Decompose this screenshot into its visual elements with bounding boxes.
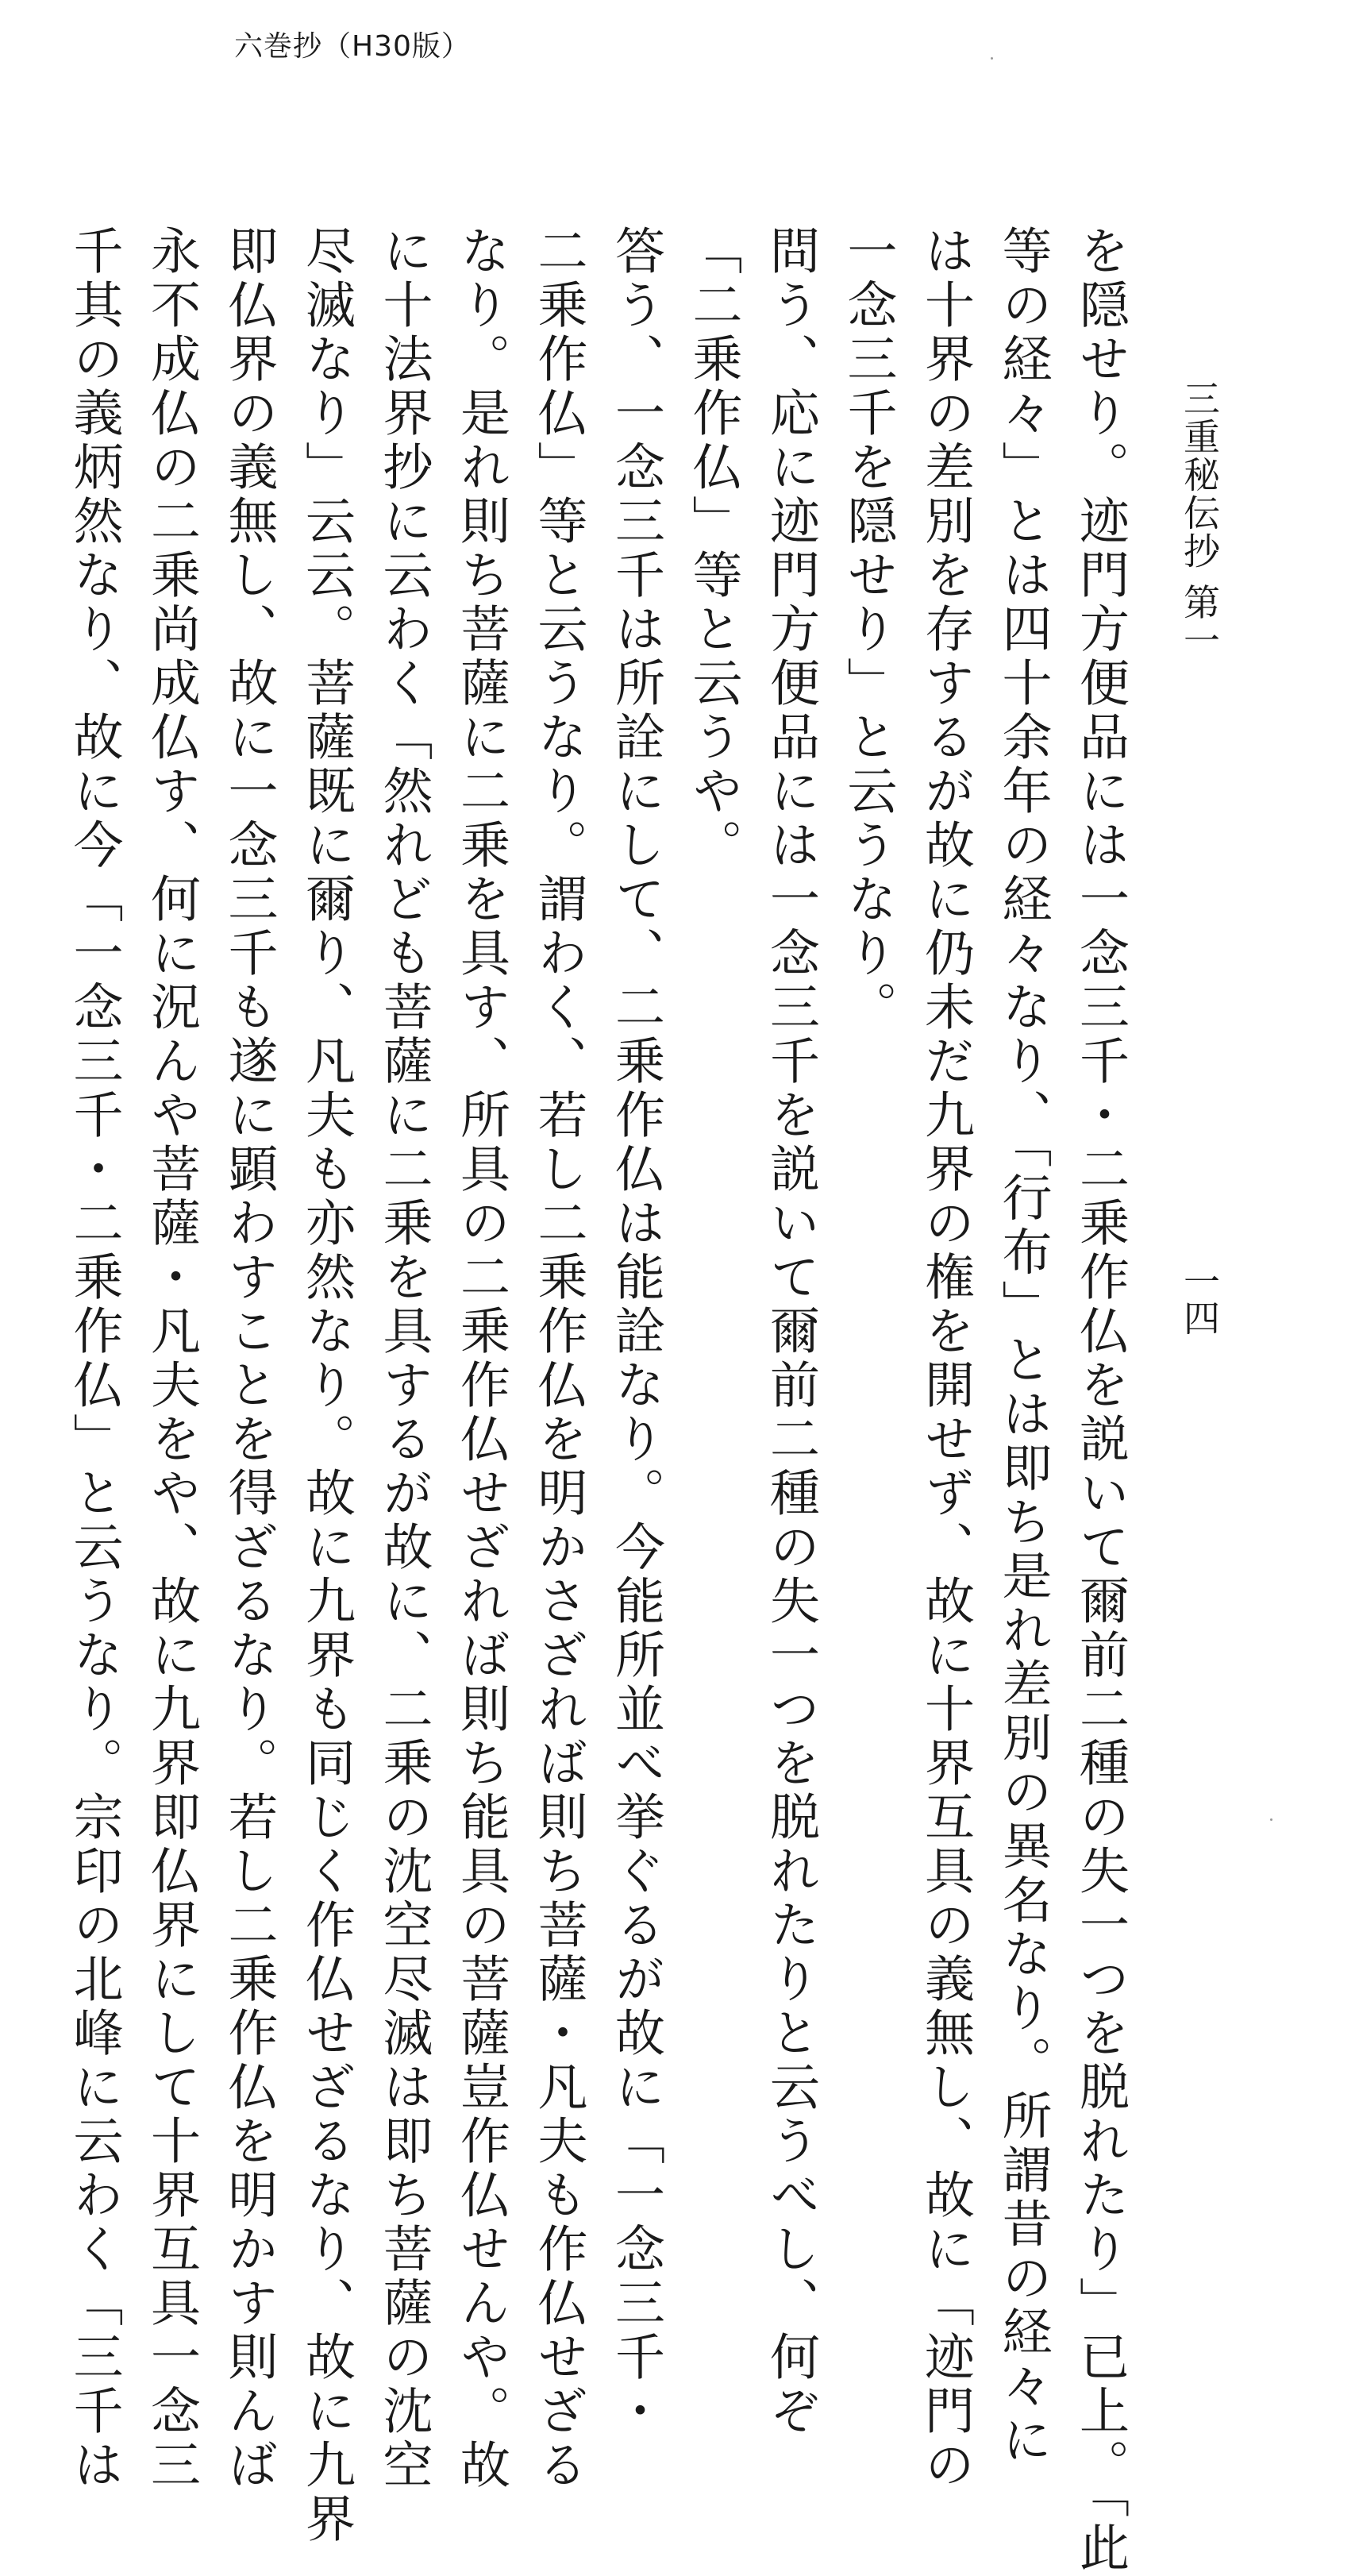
text-line: 「二乗作仏」等と云うや。 [684, 225, 743, 873]
body-text [65, 225, 1139, 2576]
scan-speck [991, 57, 993, 60]
text-line: 一念三千を隠せり」と云うなり。 [839, 225, 898, 1035]
text-line: 千其の義炳然なり、故に今「一念三千・二乗作仏」と云うなり。宗印の北峰に云わく「三千は [65, 225, 124, 2493]
book-title: 六巻抄（H30版） [234, 30, 471, 63]
text-line: 答う、一念三千は所詮にして、二乗作仏は能詮なり。今能所並べ挙ぐるが故に「一念三千・ [607, 225, 665, 2439]
text-line: に十法界抄に云わく「然れども菩薩に二乗を具するが故に、二乗の沈空尽滅は即ち菩薩の沈空 [375, 225, 433, 2493]
running-head: 三重秘伝抄 第一 [1178, 380, 1221, 660]
text-line: 尽滅なり」云云。菩薩既に爾り、凡夫も亦然なり。故に九界も同じく作仏せざるなり、故に九界 [298, 225, 356, 2547]
page-number: 一四 [1178, 1263, 1221, 1336]
scan-speck [1270, 1818, 1272, 1821]
text-line: 即仏界の義無し、故に一念三千も遂に顕わすことを得ざるなり。若し二乗作仏を明かす則んば [220, 225, 279, 2493]
text-line: 永不成仏の二乗尚成仏す、何に況んや菩薩・凡夫をや、故に九界即仏界にして十界互具一念三 [143, 225, 201, 2493]
text-line: を隠せり。迹門方便品には一念三千・二乗作仏を説いて爾前二種の失一つを脱れたり」已上。「此 [1072, 225, 1130, 2576]
text-line: は十界の差別を存するが故に仍未だ九界の権を開せず、故に十界互具の義無し、故に「迹門の [917, 225, 975, 2493]
text-line: なり。是れ則ち菩薩に二乗を具す、所具の二乗作仏せざれば則ち能具の菩薩豈作仏せんや。故 [452, 225, 510, 2493]
text-line: 等の経々」とは四十余年の経々なり、「行布」とは即ち是れ差別の異名なり。所謂昔の経々に [994, 225, 1053, 2468]
text-line: 二乗作仏」等と云うなり。謂わく、若し二乗作仏を明かさざれば則ち菩薩・凡夫も作仏せざる [529, 225, 588, 2493]
text-line: 問う、応に迹門方便品には一念三千を説いて爾前二種の失一つを脱れたりと云うべし、何ぞ [762, 225, 820, 2439]
